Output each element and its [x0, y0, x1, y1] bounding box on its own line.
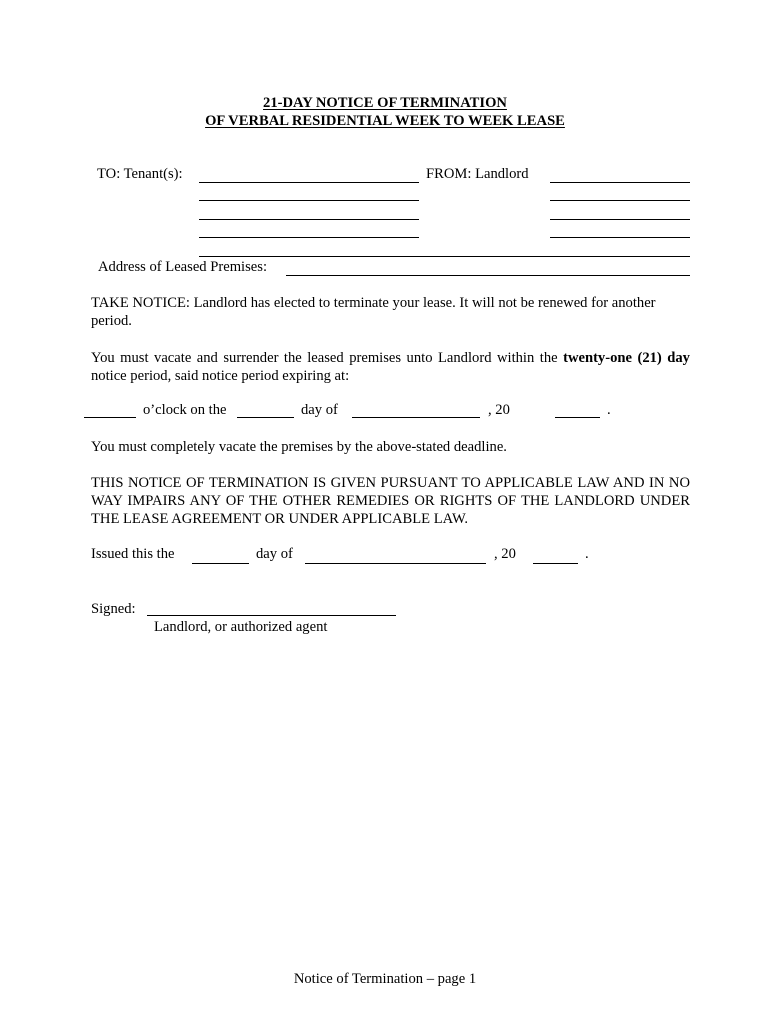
to-tenant-label: TO: Tenant(s):: [97, 166, 183, 182]
legal-notice-paragraph: THIS NOTICE OF TERMINATION IS GIVEN PURSUANT TO APPLICABLE LAW AND IN NO WAY IMPAIRS ANY OF THE OTHER REMEDIES OR RIGHTS OF THE LANDLORD UNDER THE LEASE AGREEMENT OR UNDER APPLICABLE LAW.: [91, 475, 690, 527]
vacate-text-1: You must vacate and surrender the leased premises unto Landlord within the: [91, 350, 564, 366]
vacate-bold-period: twenty-one (21) day: [563, 350, 690, 366]
vacate-paragraph: [91, 349, 690, 385]
completely-vacate-text: You must completely vacate the premises by the above-stated deadline.: [91, 439, 507, 455]
issued-day-blank[interactable]: [192, 563, 249, 564]
landlord-name-line-1[interactable]: [550, 182, 690, 183]
address-label: Address of Leased Premises:: [98, 259, 268, 275]
expiry-day-blank[interactable]: [237, 417, 294, 418]
expiry-month-blank[interactable]: [352, 417, 480, 418]
signer-caption: Landlord, or authorized agent: [154, 619, 328, 635]
issued-day-of-label: day of: [256, 546, 293, 562]
page-footer: Notice of Termination – page 1: [293, 971, 477, 987]
issued-label: Issued this the: [91, 546, 175, 562]
tenant-name-line-3[interactable]: [199, 219, 419, 220]
tenant-name-line-1[interactable]: [199, 182, 419, 183]
issued-year-blank[interactable]: [533, 563, 578, 564]
oclock-label: o’clock on the: [143, 402, 227, 418]
landlord-name-line-3[interactable]: [550, 219, 690, 220]
expiry-year-blank[interactable]: [555, 417, 600, 418]
address-line[interactable]: [286, 275, 690, 276]
expiry-period: .: [607, 402, 611, 418]
tenant-name-line-4[interactable]: [199, 237, 419, 238]
from-landlord-label: FROM: Landlord: [426, 166, 529, 182]
expiry-day-of-label: day of: [301, 402, 338, 418]
separator-line: [199, 256, 690, 257]
vacate-text-2: notice period, said notice period expiring at:: [91, 368, 350, 384]
document-title-line-2: OF VERBAL RESIDENTIAL WEEK TO WEEK LEASE: [205, 113, 565, 129]
landlord-name-line-4[interactable]: [550, 237, 690, 238]
signed-label: Signed:: [91, 601, 136, 617]
landlord-name-line-2[interactable]: [550, 200, 690, 201]
tenant-name-line-2[interactable]: [199, 200, 419, 201]
expiry-year-prefix: , 20: [488, 402, 510, 418]
signature-line[interactable]: [147, 615, 396, 616]
take-notice-paragraph: TAKE NOTICE: Landlord has elected to terminate your lease. It will not be renewed for another period.: [91, 295, 656, 329]
issued-period: .: [585, 546, 589, 562]
issued-month-blank[interactable]: [305, 563, 486, 564]
document-title-line-1: 21-DAY NOTICE OF TERMINATION: [263, 95, 507, 111]
hour-blank[interactable]: [84, 417, 136, 418]
issued-year-prefix: , 20: [494, 546, 516, 562]
